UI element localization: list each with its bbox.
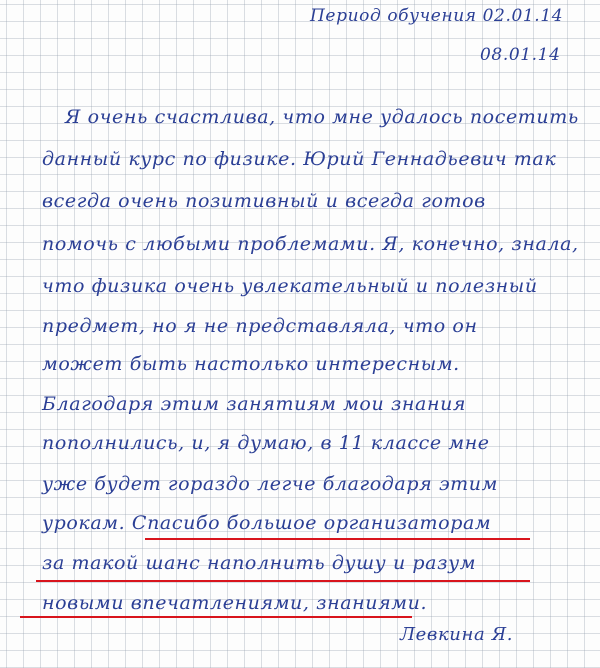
letter-line-1: Я очень счастлива, что мне удалось посетить [65,106,579,128]
letter-line-5: что физика очень увлекательный и полезный [42,275,538,297]
letter-line-10: уже будет гораздо легче благодаря этим [42,473,498,495]
red-underline-3 [20,616,412,618]
letter-line-2: данный курс по физике. Юрий Геннадьевич так [42,148,557,170]
letter-line-7: может быть настолько интересным. [42,353,460,375]
letter-line-8: Благодаря этим занятиям мои знания [42,393,467,415]
author-signature: Левкина Я. [400,624,514,645]
letter-line-13: новыми впечатлениями, знаниями. [42,592,428,614]
letter-line-6: предмет, но я не представляла, что он [42,315,478,337]
letter-line-9: пополнились, и, я думаю, в 11 классе мне [42,432,490,454]
study-period-end-date: 08.01.14 [480,45,561,65]
letter-line-3: всегда очень позитивный и всегда готов [42,190,486,212]
letter-line-12: за такой шанс наполнить душу и разум [42,552,477,574]
study-period-heading: Период обучения 02.01.14 [310,6,564,26]
red-underline-1 [145,538,530,540]
letter-line-4: помочь с любыми проблемами. Я, конечно, знала, [42,233,579,255]
red-underline-2 [36,580,530,582]
letter-line-11: урокам. Спасибо большое организаторам [42,512,492,534]
